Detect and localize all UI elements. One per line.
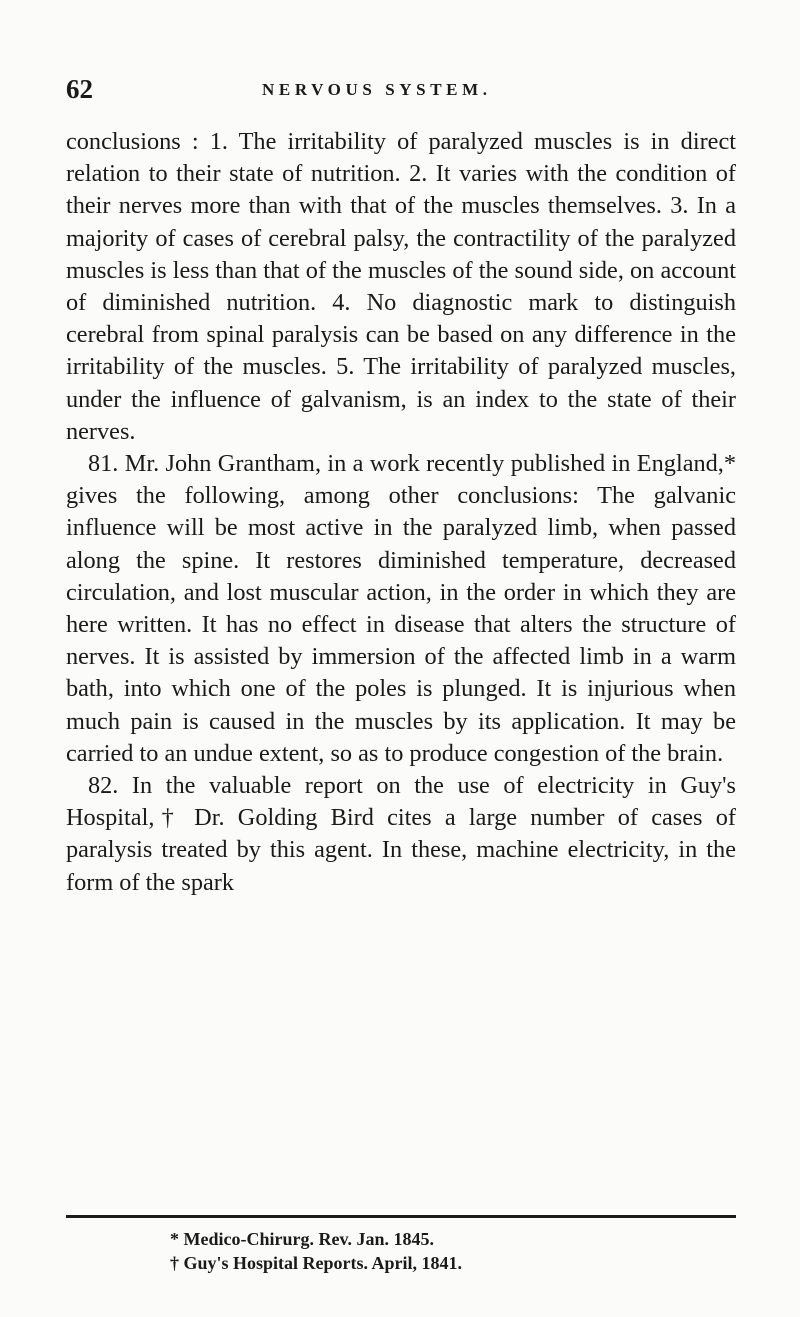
paragraph-82: 82. In the valuable report on the use of electricity in Guy's Hospital,† Dr. Golding Bird cites a large number of cases of paralysis treated by this agent. In these, machine electricity, in the form of the spark xyxy=(66,772,736,896)
footnote-1: * Medico-Chirurg. Rev. Jan. 1845. xyxy=(170,1229,434,1249)
body-text xyxy=(66,126,736,899)
paragraph-81: 81. Mr. John Grantham, in a work recently published in England,* gives the following, among other conclusions: The galvanic influence will be most active in the paralyzed limb, when passed along the spine. It restores diminished temperature, decreased circulation, and lost muscular action, in the order in which they are here written. It has no effect in disease that alters the structure of nerves. It is assisted by immersion of the affected limb in a warm bath, into which one of the poles is plunged. It is injurious when much pain is caused in the muscles by its application. It may be carried to an undue extent, so as to produce congestion of the brain. xyxy=(66,450,736,767)
page-number: 62 xyxy=(66,74,93,104)
footnotes xyxy=(170,1227,730,1275)
running-head xyxy=(66,74,736,104)
running-title: NERVOUS SYSTEM. xyxy=(262,80,492,99)
footnote-rule xyxy=(66,1215,736,1218)
paragraph-conclusions: conclusions : 1. The irritability of paralyzed muscles is in direct relation to their state of nutrition. 2. It varies with the condition of their nerves more than with that of the muscles themselves. 3. In a majority of cases of cerebral palsy, the contractility of the paralyzed muscles is less than that of the muscles of the sound side, on account of diminished nutrition. 4. No diagnostic mark to distinguish cerebral from spinal paralysis can be based on any difference in the irritability of the muscles. 5. The irritability of paralyzed muscles, under the influence of galvanism, is an index to the state of their nerves. xyxy=(66,128,736,445)
footnote-2: † Guy's Hospital Reports. April, 1841. xyxy=(170,1253,463,1273)
